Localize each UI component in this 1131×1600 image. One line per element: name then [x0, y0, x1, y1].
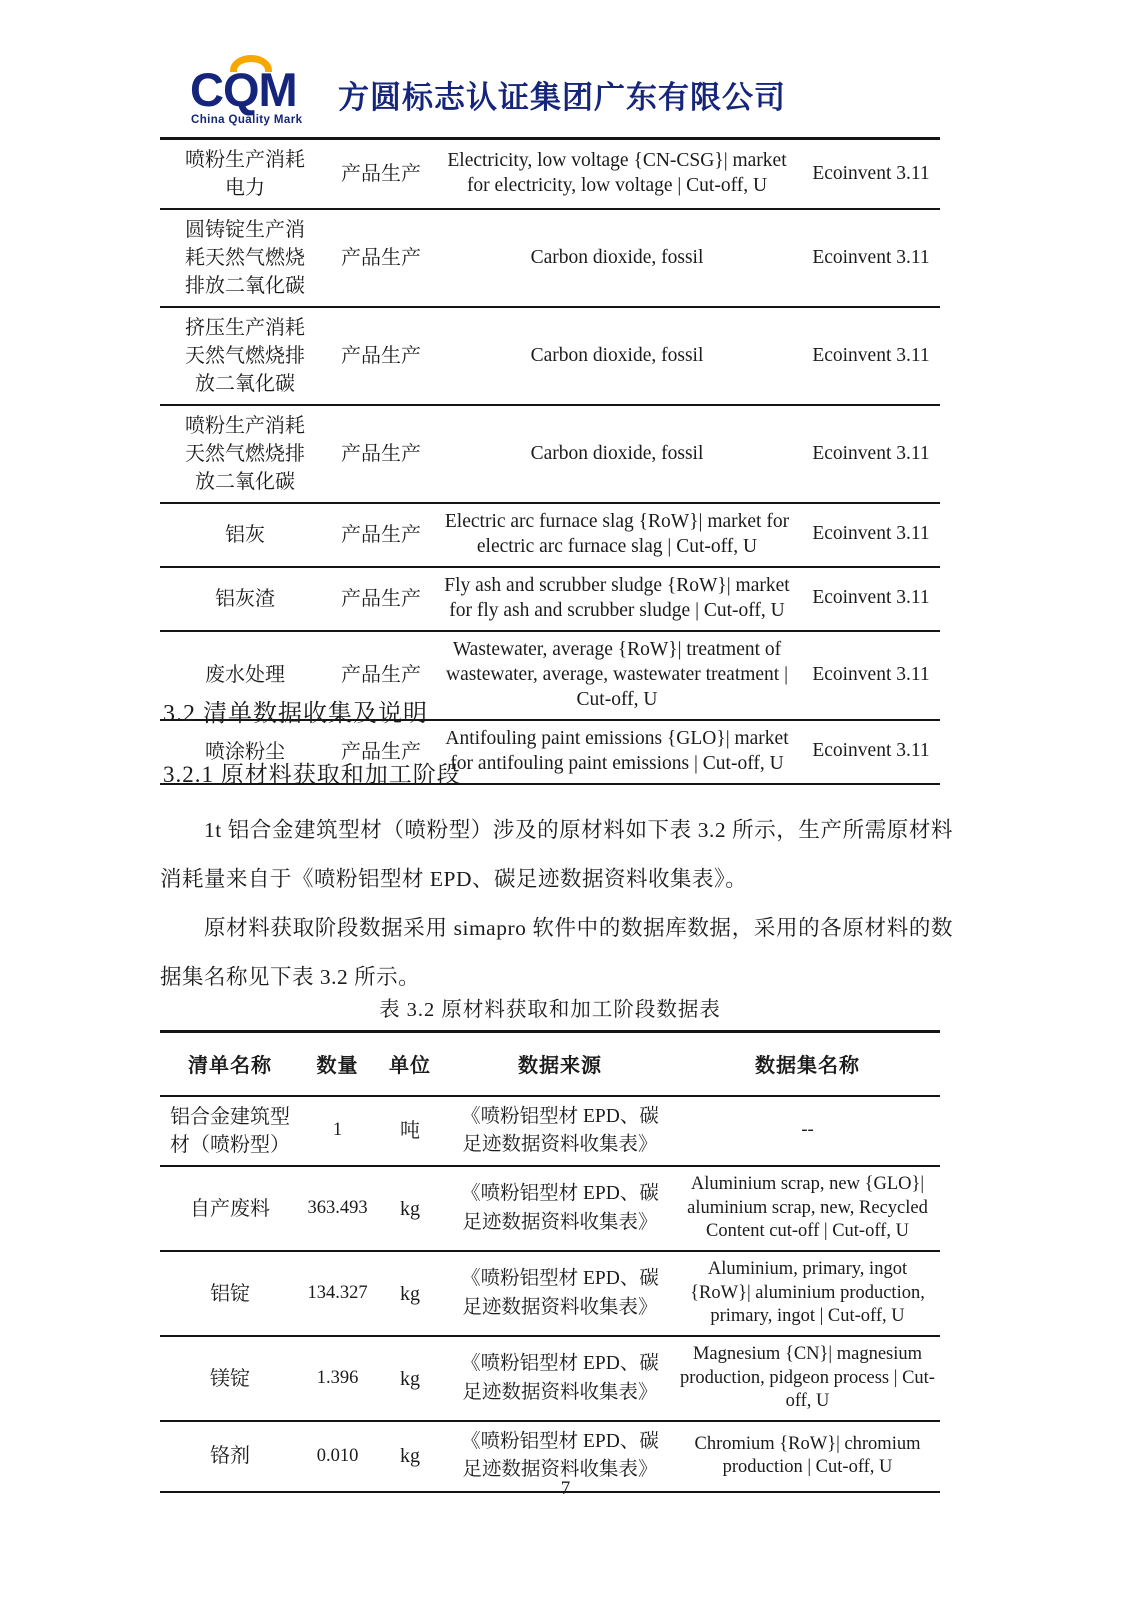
flow-name-cell: 废水处理	[160, 631, 330, 720]
data-source-cell: 《喷粉铝型材 EPD、碳足迹数据资料收集表》	[445, 1336, 675, 1421]
flow-name-cell: 喷粉生产消耗电力	[160, 139, 330, 210]
table-3-2-caption: 表 3.2 原材料获取和加工阶段数据表	[379, 999, 721, 1021]
stage-cell: 产品生产	[330, 567, 432, 631]
data-source-cell: 《喷粉铝型材 EPD、碳足迹数据资料收集表》	[445, 1166, 675, 1251]
col-header-dataset-name: 数据集名称	[675, 1032, 940, 1096]
inventory-name-cell: 自产废料	[160, 1166, 300, 1251]
unit-cell: 吨	[375, 1096, 445, 1167]
page-header	[190, 56, 970, 126]
data-source-cell: 《喷粉铝型材 EPD、碳足迹数据资料收集表》	[445, 1251, 675, 1336]
unit-cell: kg	[375, 1421, 445, 1492]
table-row	[160, 503, 940, 567]
col-header-inventory-name: 清单名称	[160, 1032, 300, 1096]
unit-cell: kg	[375, 1166, 445, 1251]
inventory-name-cell: 铝合金建筑型材（喷粉型）	[160, 1096, 300, 1167]
table-row	[160, 1166, 940, 1251]
page-number: 7	[560, 1478, 571, 1499]
table-row	[160, 405, 940, 503]
unit-cell: kg	[375, 1251, 445, 1336]
dataset-cell: Carbon dioxide, fossil	[432, 209, 802, 307]
dataset-cell: Wastewater, average {RoW}| treatment of wastewater, average, wastewater treatment | Cut-off, U	[432, 631, 802, 720]
stage-cell: 产品生产	[330, 720, 432, 784]
source-cell: Ecoinvent 3.11	[802, 405, 940, 503]
section-heading-3-2: 3.2 清单数据收集及说明	[163, 701, 428, 727]
dataset-cell: Carbon dioxide, fossil	[432, 307, 802, 405]
company-name: 方圆标志认证集团广东有限公司	[338, 80, 786, 115]
dataset-name-cell: Aluminium, primary, ingot {RoW}| aluminium production, primary, ingot | Cut-off, U	[675, 1251, 940, 1336]
dataset-cell: Antifouling paint emissions {GLO}| market for antifouling paint emissions | Cut-off, U	[432, 720, 802, 784]
quantity-cell: 1.396	[300, 1336, 375, 1421]
dataset-cell: Electric arc furnace slag {RoW}| market for electric arc furnace slag | Cut-off, U	[432, 503, 802, 567]
table-header-row	[160, 1032, 940, 1096]
logo-subtext: China Quality Mark	[191, 114, 303, 126]
quantity-cell: 134.327	[300, 1251, 375, 1336]
dataset-cell: Fly ash and scrubber sludge {RoW}| market for fly ash and scrubber sludge | Cut-off, U	[432, 567, 802, 631]
paragraph-2: 原材料获取阶段数据采用 simapro 软件中的数据库数据，采用的各原材料的数据集名称见下表 3.2 所示。	[160, 916, 953, 989]
source-cell: Ecoinvent 3.11	[802, 567, 940, 631]
table-row	[160, 1336, 940, 1421]
stage-cell: 产品生产	[330, 503, 432, 567]
stage-cell: 产品生产	[330, 405, 432, 503]
body-paragraphs	[160, 806, 953, 1002]
data-source-cell: 《喷粉铝型材 EPD、碳足迹数据资料收集表》	[445, 1096, 675, 1167]
table-row	[160, 1251, 940, 1336]
source-cell: Ecoinvent 3.11	[802, 139, 940, 210]
source-cell: Ecoinvent 3.11	[802, 209, 940, 307]
raw-material-data-table	[160, 1030, 940, 1493]
dataset-name-cell: Aluminium scrap, new {GLO}| aluminium scrap, new, Recycled Content cut-off | Cut-off, U	[675, 1166, 940, 1251]
paragraph-1: 1t 铝合金建筑型材（喷粉型）涉及的原材料如下表 3.2 所示，生产所需原材料消耗量来自于《喷粉铝型材 EPD、碳足迹数据资料收集表》。	[160, 818, 953, 891]
quantity-cell: 363.493	[300, 1166, 375, 1251]
quantity-cell: 0.010	[300, 1421, 375, 1492]
dataset-name-cell: --	[675, 1096, 940, 1167]
table-row	[160, 307, 940, 405]
dataset-cell: Electricity, low voltage {CN-CSG}| market for electricity, low voltage | Cut-off, U	[432, 139, 802, 210]
flow-name-cell: 喷涂粉尘	[160, 720, 330, 784]
table-row	[160, 1032, 940, 1096]
flow-name-cell: 圆铸锭生产消耗天然气燃烧排放二氧化碳	[160, 209, 330, 307]
stage-cell: 产品生产	[330, 307, 432, 405]
unit-cell: kg	[375, 1336, 445, 1421]
source-cell: Ecoinvent 3.11	[802, 503, 940, 567]
inventory-name-cell: 铬剂	[160, 1421, 300, 1492]
source-cell: Ecoinvent 3.11	[802, 720, 940, 784]
cqm-logo	[190, 56, 340, 126]
table-row	[160, 139, 940, 210]
source-cell: Ecoinvent 3.11	[802, 631, 940, 720]
stage-cell: 产品生产	[330, 139, 432, 210]
flow-name-cell: 喷粉生产消耗天然气燃烧排放二氧化碳	[160, 405, 330, 503]
source-cell: Ecoinvent 3.11	[802, 307, 940, 405]
flow-name-cell: 挤压生产消耗天然气燃烧排放二氧化碳	[160, 307, 330, 405]
table-row	[160, 567, 940, 631]
flow-name-cell: 铝灰渣	[160, 567, 330, 631]
dataset-name-cell: Magnesium {CN}| magnesium production, pidgeon process | Cut-off, U	[675, 1336, 940, 1421]
dataset-name-cell: Chromium {RoW}| chromium production | Cut-off, U	[675, 1421, 940, 1492]
flow-dataset-table	[160, 137, 940, 785]
data-source-cell: 《喷粉铝型材 EPD、碳足迹数据资料收集表》	[445, 1421, 675, 1492]
table-row	[160, 209, 940, 307]
col-header-quantity: 数量	[300, 1032, 375, 1096]
quantity-cell: 1	[300, 1096, 375, 1167]
section-heading-3-2-1: 3.2.1 原材料获取和加工阶段	[163, 762, 461, 787]
col-header-unit: 单位	[375, 1032, 445, 1096]
table-row	[160, 1096, 940, 1167]
stage-cell: 产品生产	[330, 209, 432, 307]
logo-text: CQM	[190, 63, 297, 116]
inventory-name-cell: 铝锭	[160, 1251, 300, 1336]
stage-cell: 产品生产	[330, 631, 432, 720]
col-header-data-source: 数据来源	[445, 1032, 675, 1096]
inventory-name-cell: 镁锭	[160, 1336, 300, 1421]
flow-name-cell: 铝灰	[160, 503, 330, 567]
dataset-cell: Carbon dioxide, fossil	[432, 405, 802, 503]
